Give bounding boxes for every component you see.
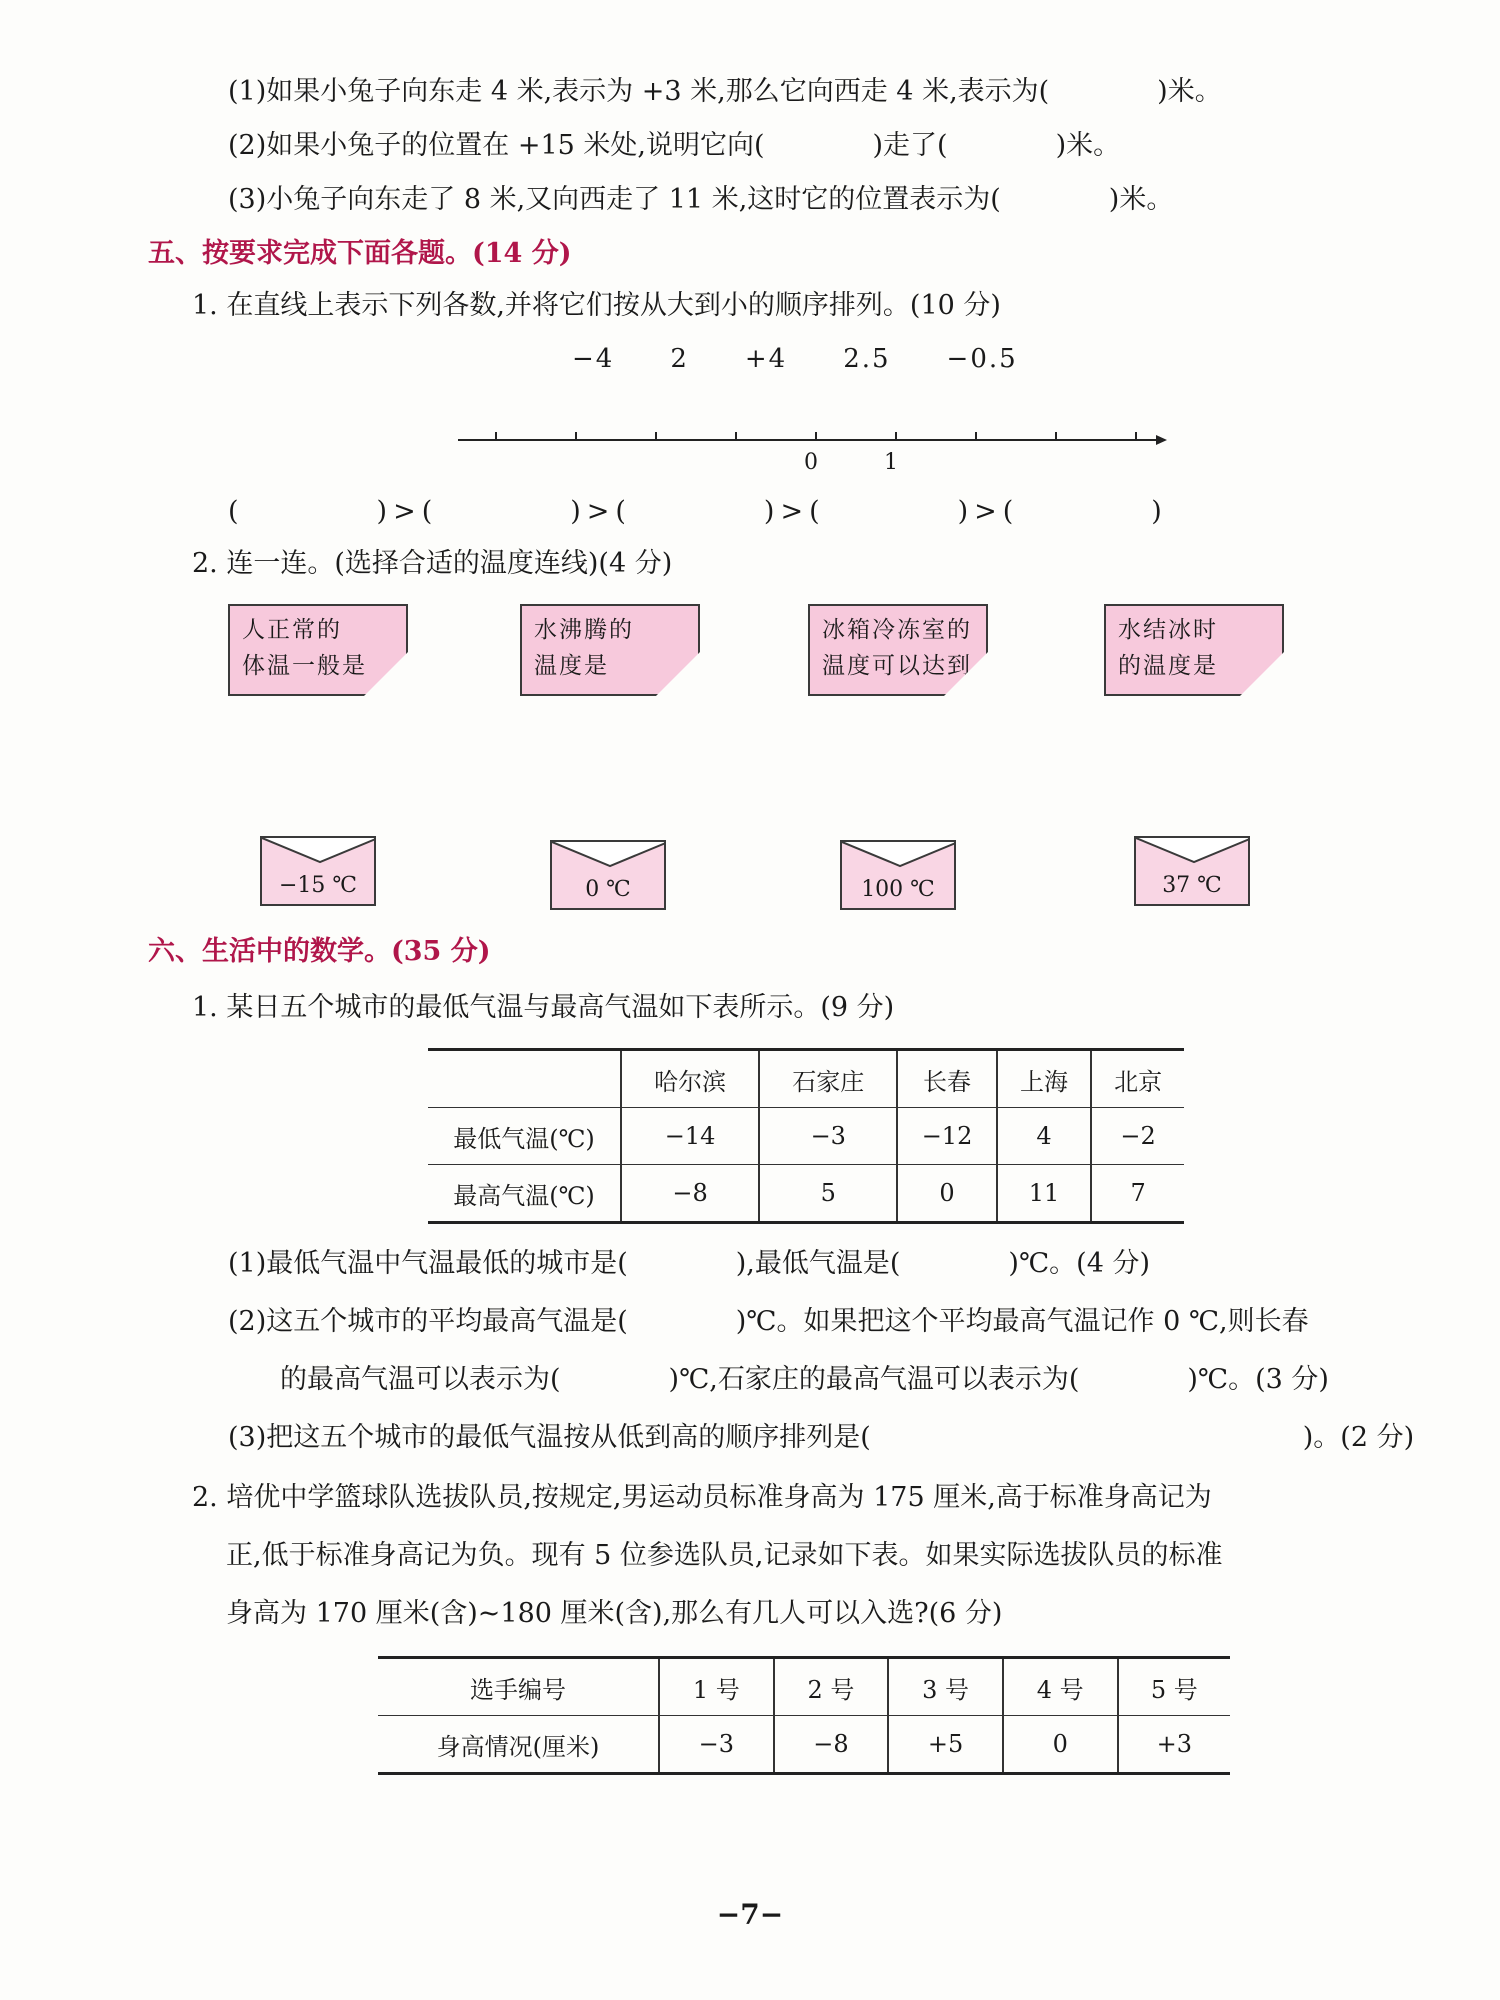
table-cell: 石家庄 [759,1050,897,1108]
height-record-table [378,1656,1230,1775]
table-cell: −8 [774,1716,889,1774]
table-cell: 2 号 [774,1658,889,1716]
question-6-2: 2. 培优中学篮球队选拔队员,按规定,男运动员标准身高为 175 厘米,高于标准身高记为 [192,1482,1212,1513]
table-cell: 1 号 [659,1658,774,1716]
table-cell: 4 号 [1003,1658,1118,1716]
table-cell: −3 [659,1716,774,1774]
question-5-1: 1. 在直线上表示下列各数,并将它们按从大到小的顺序排列。(10 分) [192,290,1001,321]
table-cell [428,1050,621,1108]
section-5-heading: 五、按要求完成下面各题。(14 分) [148,238,572,269]
page-number: −7− [716,1898,784,1931]
question-6-1-3: (3)把这五个城市的最低气温按从低到高的顺序排列是( )。(2 分) [228,1422,1415,1453]
table-header-row [378,1658,1230,1716]
table-cell: −12 [897,1108,996,1165]
question-6-2-cont2: 身高为 170 厘米(含)~180 厘米(含),那么有几人可以入选?(6 分) [226,1598,1003,1629]
question-4-1: (1)如果小兔子向东走 4 米,表示为 +3 米,那么它向西走 4 米,表示为( )米。 [228,76,1222,107]
table-cell: 3 号 [888,1658,1003,1716]
table-cell: 0 [1003,1716,1118,1774]
order-blanks: ( )>( )>( )>( )>( ) [228,496,1168,527]
question-6-1-2: (2)这五个城市的平均最高气温是( )℃。如果把这个平均最高气温记作 0 ℃,则长春 [228,1306,1309,1337]
table-cell: 4 [997,1108,1092,1165]
question-6-2-cont1: 正,低于标准身高记为负。现有 5 位参选队员,记录如下表。如果实际选拔队员的标准 [226,1540,1223,1571]
question-4-3: (3)小兔子向东走了 8 米,又向西走了 11 米,这时它的位置表示为( )米。 [228,184,1174,215]
table-cell: 哈尔滨 [621,1050,759,1108]
card-body-temperature: 人正常的 体温一般是 [228,604,408,696]
table-cell: 11 [997,1165,1092,1223]
question-6-1-1: (1)最低气温中气温最低的城市是( ),最低气温是( )℃。(4 分) [228,1248,1150,1279]
temp-minus-15: −15 ℃ [260,836,376,906]
table-cell: 北京 [1091,1050,1184,1108]
table-cell: −3 [759,1108,897,1165]
numbers-list: −4 2 +4 2.5 −0.5 [572,344,1018,374]
question-6-1: 1. 某日五个城市的最低气温与最高气温如下表所示。(9 分) [192,992,895,1023]
tick-label-0: 0 [804,450,818,475]
table-row [428,1108,1184,1165]
card-freezing-water: 水结冰时 的温度是 [1104,604,1284,696]
temp-37: 37 ℃ [1134,836,1250,906]
temp-100: 100 ℃ [840,840,956,910]
question-6-1-2-cont: 的最高气温可以表示为( )℃,石家庄的最高气温可以表示为( )℃。(3 分) [280,1364,1329,1395]
table-cell: 最高气温(℃) [428,1165,621,1223]
city-temperature-table [428,1048,1184,1224]
table-cell: 5 号 [1118,1658,1230,1716]
table-row [428,1165,1184,1223]
table-cell: 5 [759,1165,897,1223]
table-cell: 长春 [897,1050,996,1108]
table-cell: −2 [1091,1108,1184,1165]
card-freezer: 冰箱冷冻室的 温度可以达到 [808,604,988,696]
table-cell: +5 [888,1716,1003,1774]
table-cell: 选手编号 [470,1675,566,1704]
table-cell: 7 [1091,1165,1184,1223]
table-row [378,1716,1230,1774]
table-cell: 最低气温(℃) [428,1108,621,1165]
temp-0: 0 ℃ [550,840,666,910]
table-cell: +3 [1118,1716,1230,1774]
table-header-row [428,1050,1184,1108]
card-boiling-water: 水沸腾的 温度是 [520,604,700,696]
question-5-2: 2. 连一连。(选择合适的温度连线)(4 分) [192,548,673,579]
table-cell: −14 [621,1108,759,1165]
table-cell: 0 [897,1165,996,1223]
tick-label-1: 1 [884,450,898,475]
table-cell: 上海 [997,1050,1092,1108]
table-cell: −8 [621,1165,759,1223]
section-6-heading: 六、生活中的数学。(35 分) [148,936,491,967]
question-4-2: (2)如果小兔子的位置在 +15 米处,说明它向( )走了( )米。 [228,130,1121,161]
table-cell: 身高情况(厘米) [378,1716,659,1774]
